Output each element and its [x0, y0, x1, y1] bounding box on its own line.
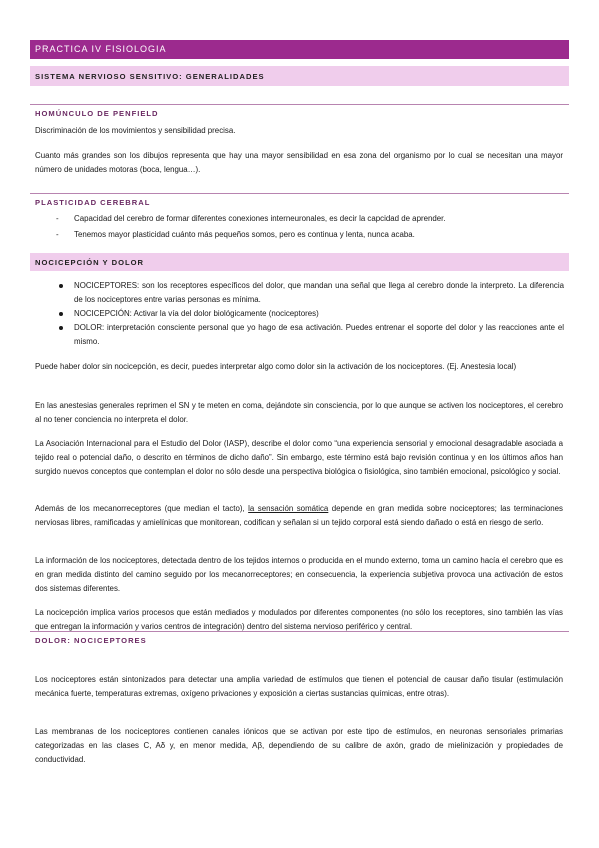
page-title: PRACTICA IV FISIOLOGIA [30, 40, 569, 59]
heading-nociceptores: DOLOR: NOCICEPTORES [30, 631, 569, 645]
list-item-text: NOCICEPCIÓN: Activar la vía del dolor biológicamente (nociceptores) [74, 309, 319, 318]
bullet-icon [59, 326, 63, 330]
paragraph-text: depende en gran medida sobre nociceptores; las terminaciones nerviosas libres, ramificadas y amielínicas que monitorean, codifican y señalan si un tejido corporal está siendo dañado o está en riesgo de serlo. [35, 504, 563, 527]
dash-marker: - [56, 214, 59, 223]
paragraph: En las anestesias generales reprimen el SN y te meten en coma, dejándote sin consciencia, por lo que aunque se activen los nociceptores, el cerebro al no tener conciencia no interpreta el dolor. [35, 401, 563, 424]
page-subtitle: SISTEMA NERVIOSO SENSITIVO: GENERALIDADES [30, 66, 569, 86]
paragraph [35, 502, 563, 530]
heading-homunculo: HOMÚNCULO DE PENFIELD [30, 104, 569, 118]
list-item-text: DOLOR: interpretación consciente personal que yo hago de esa activación. Puedes entrenar el soporte del dolor y las reacciones ante el mismo. [74, 323, 564, 346]
paragraph: La nocicepción implica varios procesos que están mediados y modulados por diferentes componentes (no sólo los receptores, sino también las vías que entregan la información y varios centros de integración) dentro del sistema nervioso periférico y central. [35, 608, 563, 631]
heading-nocicepcion: NOCICEPCIÓN Y DOLOR [30, 253, 569, 271]
paragraph: Discriminación de los movimientos y sensibilidad precisa. [35, 126, 236, 135]
list-item-text: NOCICEPTORES: son los receptores específicos del dolor, que mandan una señal que llega al cerebro donde la interpreto. La diferencia de los nociceptores entre varias personas es mínima. [74, 281, 564, 304]
paragraph: La información de los nociceptores, detectada dentro de los tejidos internos o producida en el mundo externo, toma un camino hacía el cerebro que es en gran medida distinto del camino seguido por los mecanorreceptores; en consecuencia, la experiencia subjetiva provoca una activación de estos dos sistemas diferentes. [35, 556, 563, 593]
bullet-icon [59, 312, 63, 316]
paragraph-text: Además de los mecanorreceptores (que median el tacto), [35, 504, 249, 513]
paragraph: Cuanto más grandes son los dibujos representa que hay una mayor sensibilidad en esa zona del organismo por lo cual se necesitan una mayor número de unidades motoras (boca, lengua…). [35, 151, 563, 174]
list-item-text: Capacidad del cerebro de formar diferentes conexiones interneuronales, es decir la capcidad de aprender. [74, 214, 446, 223]
list-item-text: Tenemos mayor plasticidad cuánto más pequeños somos, pero es continua y lenta, nunca acaba. [74, 230, 415, 239]
heading-plasticidad: PLASTICIDAD CEREBRAL [30, 193, 569, 207]
underlined-term: la sensación somática [248, 504, 329, 513]
paragraph: Las membranas de los nociceptores contienen canales iónicos que se activan por este tipo de estímulos, en neuronas sensoriales primarias categorizadas en las clases C, Aδ y, en menor medida, Aβ, dependiendo de su calibre de axón, grado de mielinización y propiedades de conductividad. [35, 727, 563, 764]
bullet-icon [59, 284, 63, 288]
dash-marker: - [56, 230, 59, 239]
paragraph: Puede haber dolor sin nocicepción, es decir, puedes interpretar algo como dolor sin la activación de los nociceptores. (Ej. Anestesia local) [35, 362, 517, 371]
paragraph: La Asociación Internacional para el Estudio del Dolor (IASP), describe el dolor como “una experiencia sensorial y emocional desagradable asociada a tejido real o potencial daño, o descrito en términos de dicho daño”. Sin embargo, este término está bajo revisión continua y en los últimos años han surgido nuevos conceptos que contemplan el dolor no sólo desde una perspectiva biológica o fisiológica, sino también emocional, psicológico y social. [35, 439, 563, 476]
paragraph: Los nociceptores están sintonizados para detectar una amplia variedad de estímulos que tienen el potencial de causar daño tisular (estimulación mecánica fuerte, temperaturas extremas, oxígeno privaciones y exposición a ciertas sustancias químicas, entre otras). [35, 675, 563, 698]
